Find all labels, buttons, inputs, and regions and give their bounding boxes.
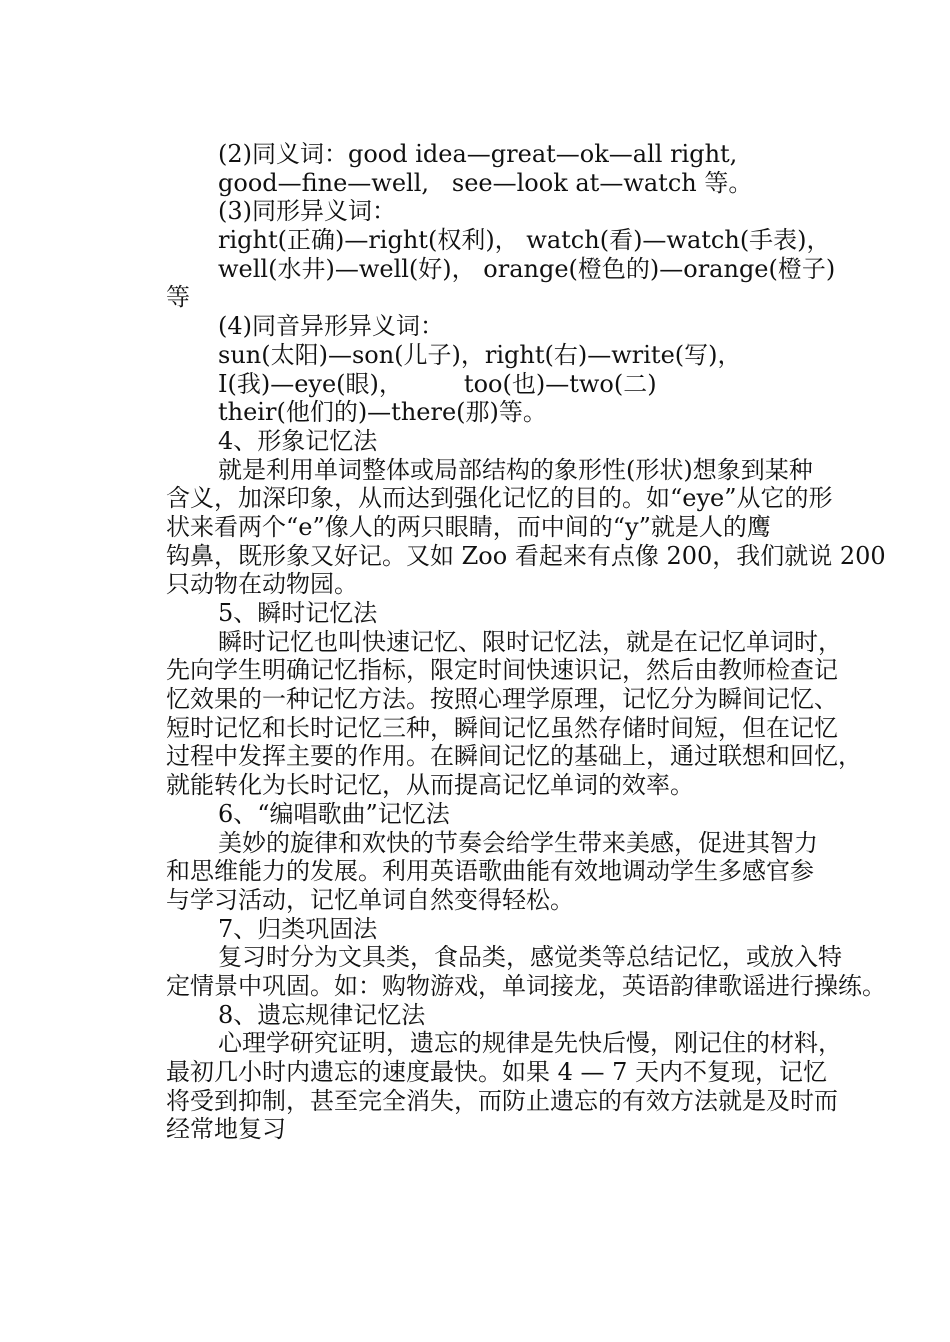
section-heading: 5、瞬时记忆法 (218, 599, 378, 627)
section-heading: 8、遗忘规律记忆法 (218, 1000, 426, 1029)
text-line: 只动物在动物园。 (166, 570, 358, 599)
text-line: 先向学生明确记忆指标，限定时间快速识记，然后由教师检查记 (166, 656, 838, 685)
text-line: 美妙的旋律和欢快的节奏会给学生带来美感，促进其智力 (218, 828, 818, 857)
text-line: (4)同音异形异义词： (218, 312, 444, 341)
text-line: 复习时分为文具类，食品类，感觉类等总结记忆，或放入特 (218, 943, 842, 972)
text-line: sun(太阳)—son(儿子)，right(右)—write(写)， (218, 340, 742, 369)
text-line: (3)同形异义词： (218, 197, 396, 226)
text-line: 状来看两个“e”像人的两只眼睛，而中间的“y”就是人的鹰 (166, 512, 771, 541)
text-line: 过程中发挥主要的作用。在瞬间记忆的基础上，通过联想和回忆， (166, 742, 862, 771)
text-line: their(他们的)—there(那)等。 (218, 398, 547, 427)
section-heading: 6、“编唱歌曲”记忆法 (218, 799, 450, 828)
text-line: 就能转化为长时记忆，从而提高记忆单词的效率。 (166, 771, 694, 800)
text-line: 钩鼻，既形象又好记。又如 Zoo 看起来有点像 200，我们就说 200 (166, 541, 886, 570)
text-line: well(水井)—well(好)， orange(橙色的)—orange(橙子) (218, 254, 836, 283)
text-line: 短时记忆和长时记忆三种，瞬间记忆虽然存储时间短，但在记忆 (166, 713, 838, 742)
text-line: 和思维能力的发展。利用英语歌曲能有效地调动学生多感官参 (166, 857, 814, 886)
text-line: 含义，加深印象，从而达到强化记忆的目的。如“eye”从它的形 (166, 484, 833, 513)
text-line: 忆效果的一种记忆方法。按照心理学原理，记忆分为瞬间记忆、 (166, 685, 838, 714)
text-line: right(正确)—right(权利)， watch(看)—watch(手表)， (218, 226, 831, 255)
text-line: 心理学研究证明，遗忘的规律是先快后慢，刚记住的材料， (218, 1029, 842, 1058)
section-heading: 7、归类巩固法 (218, 914, 378, 943)
text-line: 瞬时记忆也叫快速记忆、限时记忆法，就是在记忆单词时， (218, 627, 842, 656)
text-line: good—fine—well, see—look at—watch 等。 (218, 168, 753, 197)
text-line: (2)同义词：good idea—great—ok—all right, (218, 140, 738, 168)
section-heading: 4、形象记忆法 (218, 426, 378, 455)
text-line: 等 (166, 283, 190, 312)
text-line: 将受到抑制，甚至完全消失，而防止遗忘的有效方法就是及时而 (166, 1086, 838, 1115)
text-line: 经常地复习 (166, 1115, 286, 1144)
document-page (166, 140, 896, 1144)
text-line: 就是利用单词整体或局部结构的象形性(形状)想象到某种 (218, 455, 813, 484)
text-line: 定情景中巩固。如：购物游戏，单词接龙，英语韵律歌谣进行操练。 (166, 971, 886, 1000)
text-line: I(我)—eye(眼)， too(也)—two(二) (218, 369, 657, 398)
text-line: 最初几小时内遗忘的速度最快。如果 4 — 7 天内不复现，记忆 (166, 1058, 828, 1086)
text-line: 与学习活动，记忆单词自然变得轻松。 (166, 885, 574, 914)
